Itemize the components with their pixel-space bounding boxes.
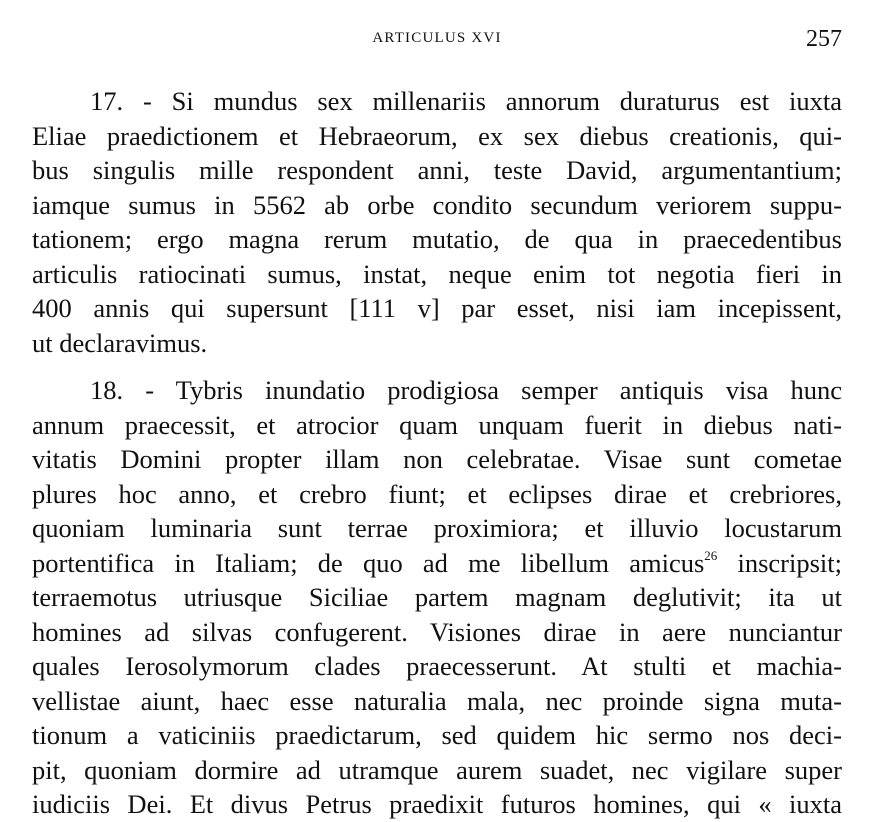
- footnote-reference: 26: [704, 547, 718, 563]
- page-number: 257: [806, 26, 842, 52]
- text-line: terraemotus utriusque Siciliae partem magnam deglutivit; ita ut: [32, 582, 842, 612]
- text-line: annum praecessit, et atrocior quam unquam fuerit in diebus nati-: [32, 409, 842, 440]
- text-line: quoniam luminaria sunt terrae proximiora; et illuvio locustarum: [32, 513, 842, 543]
- text-line: 17. - Si mundus sex millenariis annorum duraturus est iuxta: [90, 86, 842, 116]
- running-head: ARTICULUS XVI: [372, 30, 502, 46]
- text-line-with-footnote: [32, 546, 842, 581]
- text-line: homines ad silvas confugerent. Visiones dirae in aere nunciantur: [32, 616, 842, 647]
- text-line: vellistae aiunt, haec esse naturalia mala, nec proinde signa muta-: [32, 685, 842, 716]
- text-line: iamque sumus in 5562 ab orbe condito secundum veriorem suppu-: [32, 189, 842, 220]
- text-fragment: inscripsit;: [717, 547, 842, 578]
- text-line: quales Ierosolymorum clades praecesserunt. At stulti et machia-: [32, 651, 842, 681]
- text-line: articulis ratiocinati sumus, instat, neque enim tot negotia fieri in: [32, 258, 842, 289]
- paragraph-18: [32, 373, 842, 822]
- text-line: tationem; ergo magna rerum mutatio, de qua in praecedentibus: [32, 224, 842, 254]
- text-line: iudiciis Dei. Et divus Petrus praedixit futuros homines, qui « iuxta: [32, 789, 842, 819]
- text-line: plures hoc anno, et crebro fiunt; et eclipses dirae et crebriores,: [32, 478, 842, 509]
- text-line: 400 annis qui supersunt [111 v] par esset, nisi iam incepissent,: [32, 293, 842, 323]
- page-header: [32, 26, 842, 60]
- text-line: bus singulis mille respondent anni, teste David, argumentantium;: [32, 155, 842, 185]
- text-line: Eliae praedictionem et Hebraeorum, ex sex diebus creationis, qui-: [32, 120, 842, 151]
- paragraph-17: [32, 84, 842, 360]
- text-line: pit, quoniam dormire ad utramque aurem suadet, nec vigilare super: [32, 754, 842, 785]
- text-fragment: portentifica in Italiam; de quo ad me libellum amicus: [32, 547, 705, 578]
- body-text: [32, 84, 842, 822]
- text-line: ut declaravimus.: [32, 327, 208, 358]
- text-line: tionum a vaticiniis praedictarum, sed quidem hic sermo nos deci-: [32, 720, 842, 750]
- text-line: 18. - Tybris inundatio prodigiosa semper antiquis visa hunc: [90, 375, 842, 405]
- text-line: vitatis Domini propter illam non celebratae. Visae sunt cometae: [32, 444, 842, 474]
